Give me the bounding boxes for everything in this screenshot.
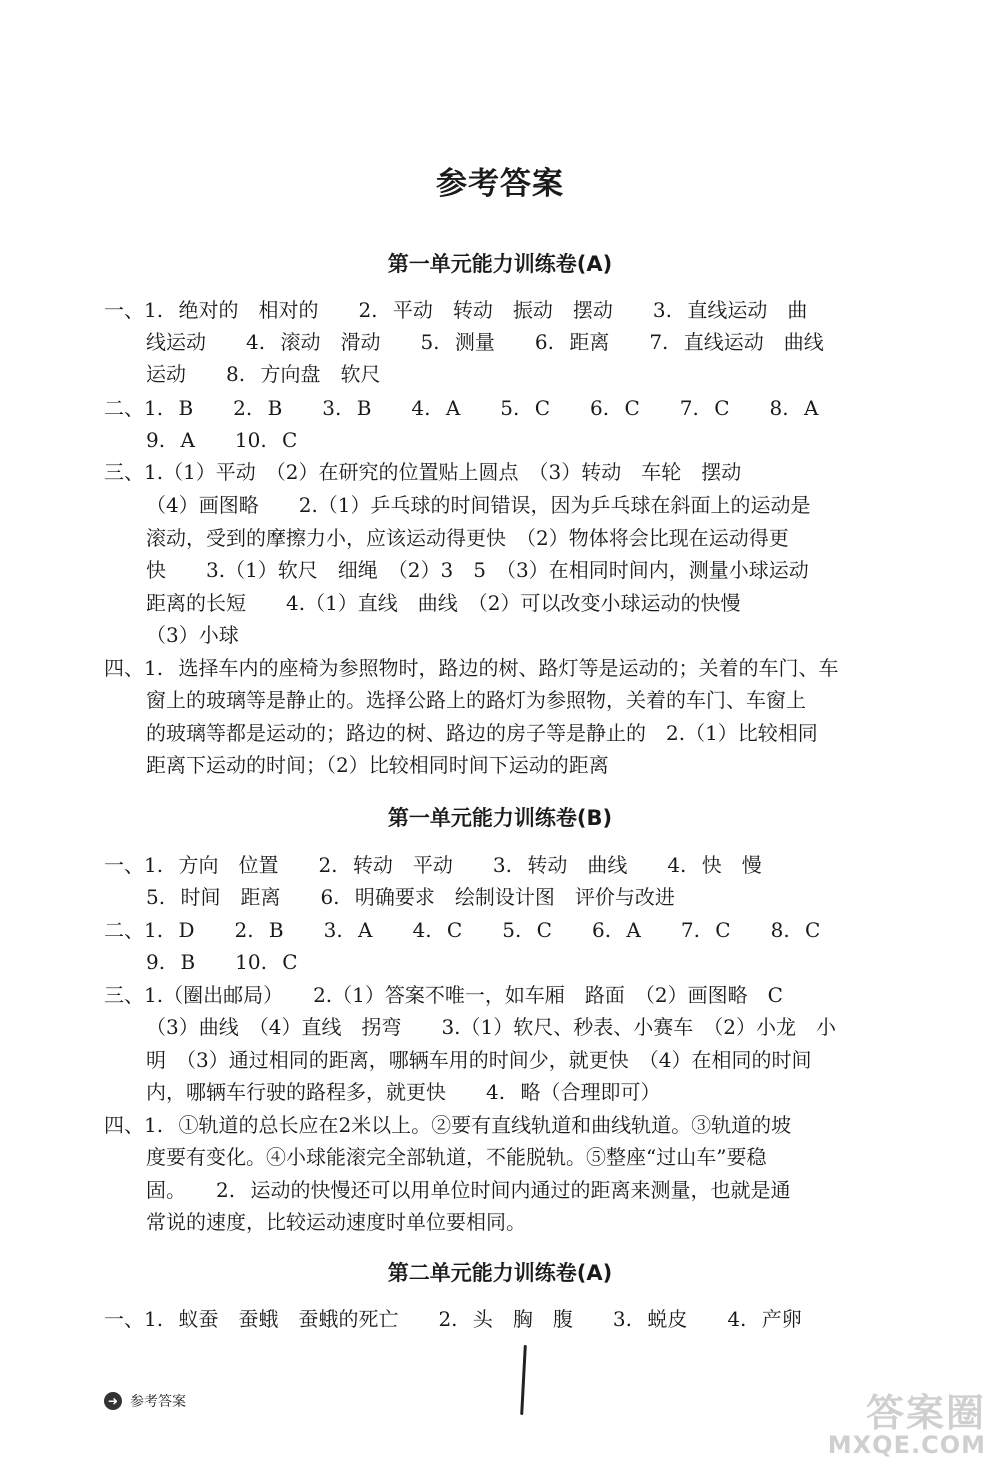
answer-line: 9. B 10. C	[146, 950, 298, 974]
answer-line: 明 （3）通过相同的距离，哪辆车用的时间少，就更快 （4）在相同的时间	[146, 1048, 812, 1072]
answer-line: 二、1. B 2. B 3. B 4. A 5. C 6. C 7. C 8. A	[104, 396, 819, 420]
answer-line: 的玻璃等都是运动的；路边的树、路边的房子等是静止的 2.（1）比较相同	[146, 721, 818, 745]
page-mark	[520, 1345, 527, 1415]
answer-line: 二、1. D 2. B 3. A 4. C 5. C 6. A 7. C 8. C	[104, 918, 821, 942]
section-heading-2: 第一单元能力训练卷(B)	[387, 806, 613, 830]
answer-line: 常说的速度，比较运动速度时单位要相同。	[146, 1210, 526, 1234]
answer-line: 距离下运动的时间；（2）比较相同时间下运动的距离	[146, 753, 609, 777]
answer-line: 滚动，受到的摩擦力小，应该运动得更快 （2）物体将会比现在运动得更	[146, 526, 789, 550]
answer-line: 内，哪辆车行驶的路程多，就更快 4. 略（合理即可）	[146, 1080, 661, 1104]
answer-line: 窗上的玻璃等是静止的。选择公路上的路灯为参照物，关着的车门、车窗上	[146, 688, 806, 712]
watermark-logo: 答案圈	[865, 1391, 986, 1435]
answer-line: （3）曲线 （4）直线 拐弯 3.（1）软尺、秒表、小赛车 （2）小龙 小	[146, 1015, 836, 1039]
arrow-icon: ➜	[104, 1392, 122, 1410]
section-heading-1: 第一单元能力训练卷(A)	[387, 252, 613, 276]
answer-line: 线运动 4. 滚动 滑动 5. 测量 6. 距离 7. 直线运动 曲线	[146, 330, 824, 354]
answer-line: 三、1.（1）平动 （2）在研究的位置贴上圆点 （3）转动 车轮 摆动	[104, 460, 742, 484]
page-title: 参考答案	[436, 166, 564, 202]
answer-line: 度要有变化。④小球能滚完全部轨道，不能脱轨。⑤整座“过山车”要稳	[146, 1145, 767, 1169]
answer-line: 四、1. 选择车内的座椅为参照物时，路边的树、路灯等是运动的；关着的车门、车	[104, 656, 839, 680]
answer-line: 一、1. 方向 位置 2. 转动 平动 3. 转动 曲线 4. 快 慢	[104, 853, 762, 877]
answer-line: 一、1. 绝对的 相对的 2. 平动 转动 振动 摆动 3. 直线运动 曲	[104, 298, 808, 322]
answer-line: （4）画图略 2.（1）乒乓球的时间错误，因为乒乓球在斜面上的运动是	[146, 493, 811, 517]
answer-line: 运动 8. 方向盘 软尺	[146, 362, 381, 386]
watermark	[828, 1382, 986, 1459]
answer-line: 快 3.（1）软尺 细绳 （2）3 5 （3）在相同时间内，测量小球运动	[146, 558, 809, 582]
footer-label: 参考答案	[130, 1394, 186, 1410]
answer-line: 三、1.（圈出邮局） 2.（1）答案不唯一，如车厢 路面 （2）画图略 C	[104, 983, 783, 1007]
answer-line: 5. 时间 距离 6. 明确要求 绘制设计图 评价与改进	[146, 885, 675, 909]
answer-line: 9. A 10. C	[146, 428, 298, 452]
answer-line: （3）小球	[146, 623, 239, 647]
answer-line: 四、1. ①轨道的总长应在2米以上。②要有直线轨道和曲线轨道。③轨道的坡	[104, 1113, 792, 1137]
answer-line: 一、1. 蚁蚕 蚕蛾 蚕蛾的死亡 2. 头 胸 腹 3. 蜕皮 4. 产卵	[104, 1307, 802, 1331]
answer-line: 固。 2. 运动的快慢还可以用单位时间内通过的距离来测量，也就是通	[146, 1178, 791, 1202]
watermark-url: MXQE.COM	[827, 1431, 986, 1459]
section-heading-3: 第二单元能力训练卷(A)	[387, 1261, 613, 1285]
footer	[104, 1388, 186, 1414]
answer-line: 距离的长短 4.（1）直线 曲线 （2）可以改变小球运动的快慢	[146, 591, 741, 615]
